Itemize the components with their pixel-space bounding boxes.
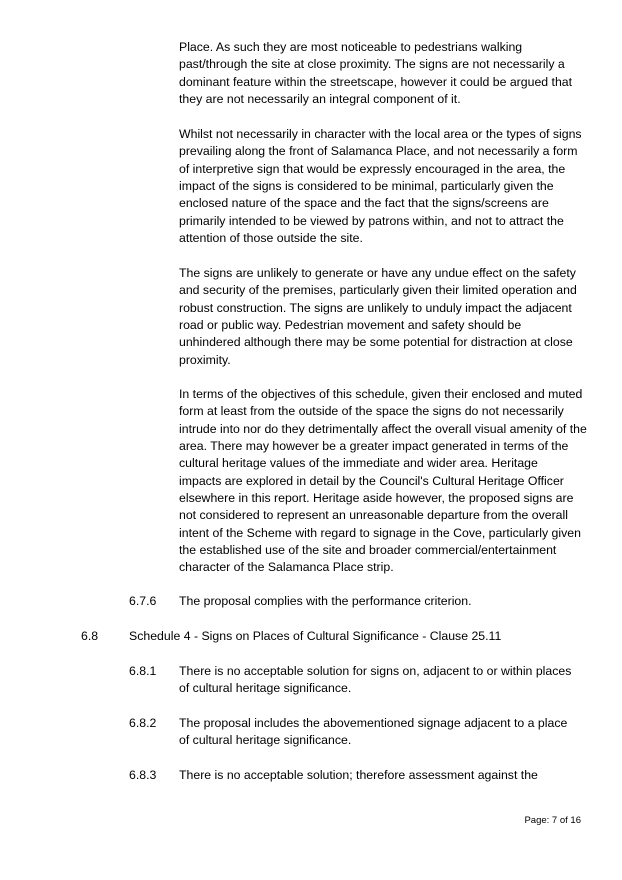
text-line: impact of the signs is considered to be minimal, particularly given the bbox=[179, 179, 554, 194]
body-paragraph-2 bbox=[179, 126, 581, 247]
text-line: the established use of the site and broader commercial/entertainment bbox=[179, 543, 557, 558]
clause-number-6-8-2: 6.8.2 bbox=[129, 716, 157, 730]
body-paragraph-4 bbox=[179, 386, 587, 577]
body-paragraph-3 bbox=[179, 265, 581, 369]
page-number-footer: Page: 7 of 16 bbox=[524, 815, 581, 826]
text-line: and security of the premises, particularly given their limited operation and bbox=[179, 283, 577, 298]
text-line: character of the Salamanca Place strip. bbox=[179, 560, 394, 575]
text-line: Whilst not necessarily in character with the local area or the types of signs bbox=[179, 127, 582, 141]
clause-number-6-8-1: 6.8.1 bbox=[129, 664, 157, 678]
text-line: The proposal includes the abovementioned signage adjacent to a place bbox=[179, 716, 568, 730]
text-line: unhindered although there may be some potential for distraction at close bbox=[179, 335, 573, 350]
text-line: There is no acceptable solution for signs on, adjacent to or within places bbox=[179, 664, 572, 678]
section-title-6-8: Schedule 4 - Signs on Places of Cultural Significance - Clause 25.11 bbox=[129, 629, 502, 643]
clause-number-6-8-3: 6.8.3 bbox=[129, 768, 157, 782]
text-line: The signs are unlikely to generate or have any undue effect on the safety bbox=[179, 266, 576, 280]
clause-text-6-8-3 bbox=[179, 767, 581, 784]
clause-text-6-8-1 bbox=[179, 663, 581, 698]
text-line: area. There may however be a greater impact generated in terms of the bbox=[179, 439, 569, 454]
text-line: they are not necessarily an integral component of it. bbox=[179, 92, 461, 107]
text-line: enclosed nature of the space and the fact that the signs/screens are bbox=[179, 196, 549, 211]
text-line: The proposal complies with the performance criterion. bbox=[179, 594, 472, 608]
text-line: of cultural heritage significance. bbox=[179, 733, 352, 748]
section-number-6-8: 6.8 bbox=[81, 629, 99, 643]
text-line: cultural heritage values of the immediate and wider area. Heritage bbox=[179, 456, 538, 471]
body-paragraph-1 bbox=[179, 39, 581, 108]
text-line: There is no acceptable solution; therefore assessment against the bbox=[179, 768, 538, 782]
text-line: intent of the Scheme with regard to signage in the Cove, particularly given bbox=[179, 525, 581, 540]
text-line: dominant feature within the streetscape, however it could be argued that bbox=[179, 74, 573, 89]
text-line: robust construction. The signs are unlikely to unduly impact the adjacent bbox=[179, 300, 572, 315]
text-line: not considered to represent an unreasonable departure from the overall bbox=[179, 508, 568, 523]
text-line: primarily intended to be viewed by patrons within, and not to attract the bbox=[179, 213, 564, 228]
text-line: form at least from the outside of the space the signs do not necessarily bbox=[179, 404, 564, 419]
clause-text-6-8-2 bbox=[179, 715, 581, 750]
clause-number-6-7-6: 6.7.6 bbox=[129, 594, 157, 608]
text-line: impacts are explored in detail by the Council's Cultural Heritage Officer bbox=[179, 473, 564, 488]
text-line: prevailing along the front of Salamanca Place, and not necessarily a form bbox=[179, 144, 578, 159]
clause-text-6-7-6 bbox=[179, 593, 581, 610]
text-line: proximity. bbox=[179, 352, 231, 367]
text-line: of interpretive sign that would be expressly encouraged in the area, the bbox=[179, 161, 566, 176]
text-line: past/through the site at close proximity. The signs are not necessarily a bbox=[179, 57, 565, 72]
text-line: In terms of the objectives of this schedule, given their enclosed and muted bbox=[179, 387, 583, 401]
text-line: Place. As such they are most noticeable to pedestrians walking bbox=[179, 40, 523, 54]
text-line: road or public way. Pedestrian movement and safety should be bbox=[179, 318, 522, 333]
text-line: of cultural heritage significance. bbox=[179, 681, 352, 696]
text-line: attention of those outside the site. bbox=[179, 231, 363, 246]
text-line: intrude into nor do they detrimentally affect the overall visual amenity of the bbox=[179, 421, 587, 436]
text-line: elsewhere in this report. Heritage aside however, the proposed signs are bbox=[179, 491, 574, 506]
